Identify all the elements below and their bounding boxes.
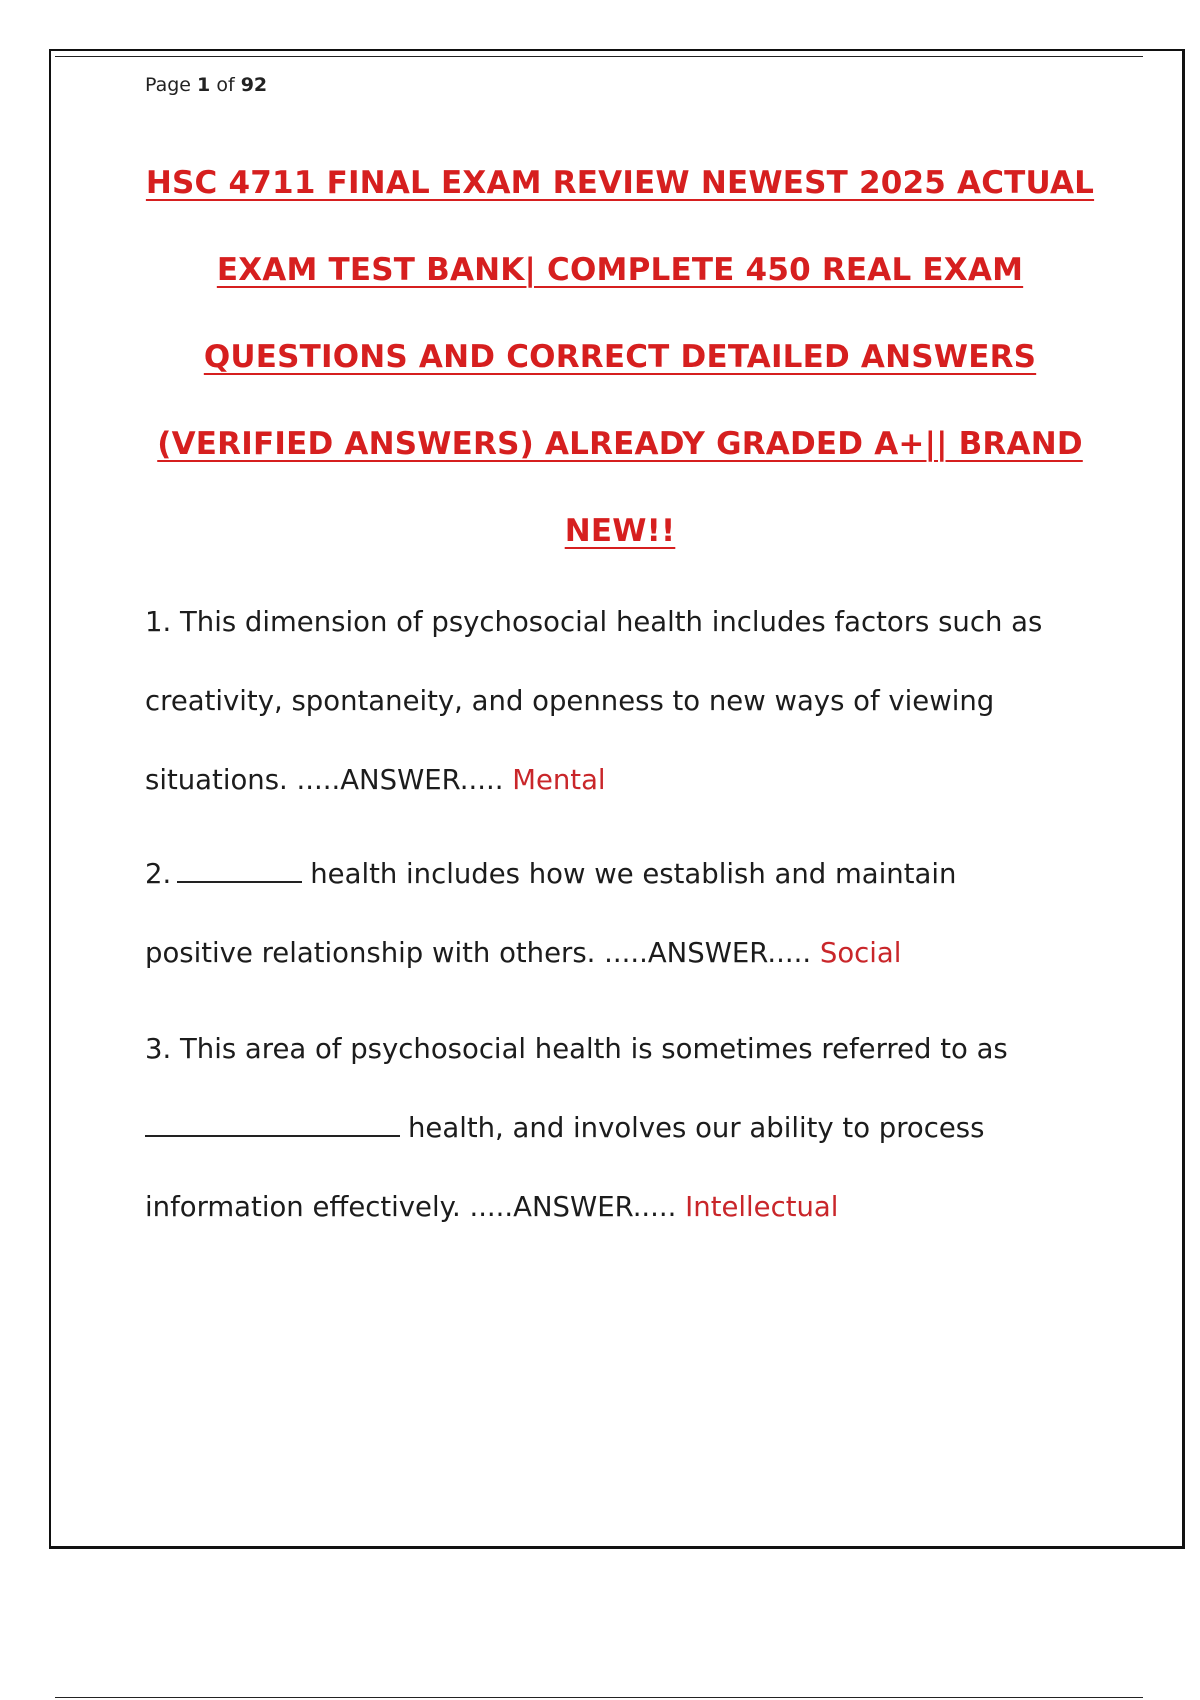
question-text: 3. This area of psychosocial health is sometimes referred to as [145,1033,1008,1065]
title-line: NEW!! [564,513,676,549]
title-line: HSC 4711 FINAL EXAM REVIEW NEWEST 2025 ACTUAL [145,165,1095,201]
page-of: of [216,74,235,96]
fill-in-blank [145,1113,400,1137]
title-line: QUESTIONS AND CORRECT DETAILED ANSWERS [203,339,1037,375]
question-number: 2. [145,858,172,890]
question-text: positive relationship with others. .....ANSWER..... [145,937,812,969]
page-prefix: Page [145,74,191,96]
question-text-line [145,1089,1105,1168]
question-text-line [145,741,1105,820]
page-current: 1 [197,74,211,96]
question-text-line [145,1168,1105,1247]
title-line: (VERIFIED ANSWERS) ALREADY GRADED A+|| BRAND [157,426,1083,462]
question-text: creativity, spontaneity, and openness to new ways of viewing [145,685,995,717]
page-indicator [145,74,267,96]
answer-text: Mental [512,764,606,796]
question-text-line [145,835,1105,914]
answer-text: Intellectual [685,1191,839,1223]
question-text: health includes how we establish and maintain [310,858,957,890]
question-3 [145,1010,1105,1247]
fill-in-blank [177,859,302,883]
page-total: 92 [240,74,268,96]
answer-text: Social [819,937,902,969]
question-2 [145,835,1105,993]
document-title [130,140,1110,575]
question-text: health, and involves our ability to process [408,1112,985,1144]
question-text: 1. This dimension of psychosocial health includes factors such as [145,606,1043,638]
question-text-line [145,914,1105,993]
question-text: situations. .....ANSWER..... [145,764,504,796]
bottom-rule [55,1697,1143,1698]
title-line: EXAM TEST BANK| COMPLETE 450 REAL EXAM [216,252,1024,288]
question-1 [145,583,1105,820]
question-text: information effectively. .....ANSWER..... [145,1191,677,1223]
